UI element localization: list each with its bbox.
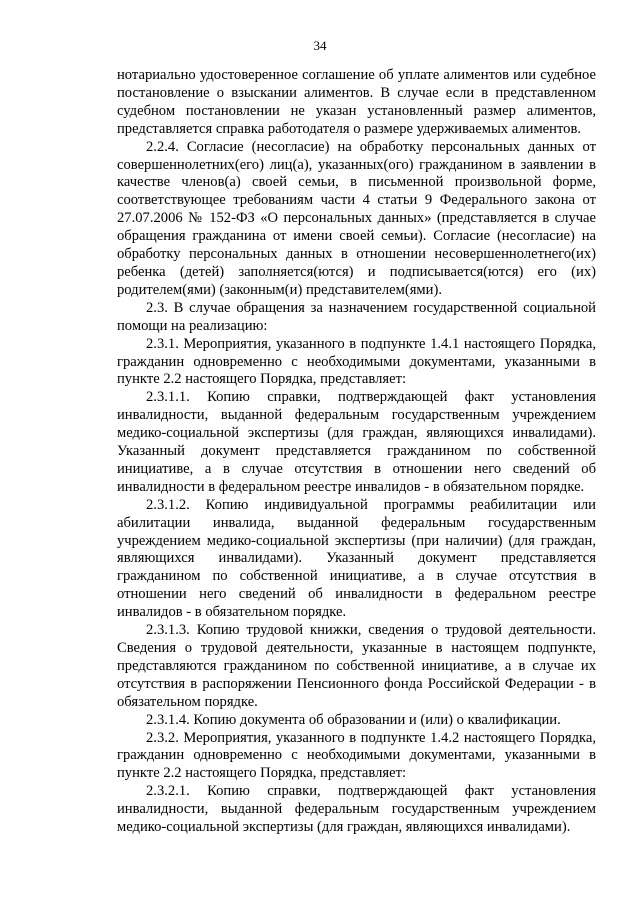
paragraph-2-3-1-1: 2.3.1.1. Копию справки, подтверждающей факт установления инвалидности, выданной федеральным государственным учреждением медико-социальной экспертизы (для граждан, являющихся инвалидами). Указанный документ представляется гражданином по собственной инициативе, а в случае отсутствия в отношении него сведений об инвалидности в федеральном реестре инвалидов - в обязательном порядке. bbox=[117, 389, 596, 495]
paragraph-2-3-1-2: 2.3.1.2. Копию индивидуальной программы реабилитации или абилитации инвалида, выданной федеральным государственным учреждением медико-социальной экспертизы (при наличии) (для граждан, являющихся инвалидами). Указанный документ представляется гражданином по собственной инициативе, а в случае отсутствия в отношении него сведений об инвалидности в федеральном реестре инвалидов - в обязательном порядке. bbox=[117, 496, 596, 621]
paragraph-2-3-1-3: 2.3.1.3. Копию трудовой книжки, сведения о трудовой деятельности. Сведения о трудовой деятельности, указанные в настоящем подпункте, представляются гражданином по собственной инициативе, а в случае их отсутствия в распоряжении Пенсионного фонда Российской Федерации - в обязательном порядке. bbox=[117, 622, 596, 710]
paragraph-2-3-2: 2.3.2. Мероприятия, указанного в подпункте 1.4.2 настоящего Порядка, гражданин одновременно с необходимыми документами, указанными в пункте 2.2 настоящего Порядка, представляет: bbox=[117, 729, 596, 782]
paragraph-2-3-1-4: 2.3.1.4. Копию документа об образовании и (или) о квалификации. bbox=[146, 711, 561, 728]
document-body bbox=[117, 67, 596, 837]
paragraph-2-3: 2.3. В случае обращения за назначением государственной социальной помощи на реализацию: bbox=[117, 299, 596, 334]
page-number: 34 bbox=[313, 38, 327, 53]
paragraph-alimony-continuation: нотариально удостоверенное соглашение об уплате алиментов или судебное постановление о взыскании алиментов. В случае если в представленном судебном постановлении не указан установленный размер алиментов, представляется справка работодателя о размере удерживаемых алиментов. bbox=[117, 67, 596, 137]
paragraph-2-3-2-1: 2.3.2.1. Копию справки, подтверждающей факт установления инвалидности, выданной федеральным государственным учреждением медико-социальной экспертизы (для граждан, являющихся инвалидами). bbox=[117, 783, 596, 836]
paragraph-2-3-1: 2.3.1. Мероприятия, указанного в подпункте 1.4.1 настоящего Порядка, гражданин одновременно с необходимыми документами, указанными в пункте 2.2 настоящего Порядка, представляет: bbox=[117, 335, 596, 388]
paragraph-2-2-4: 2.2.4. Согласие (несогласие) на обработку персональных данных от совершеннолетних(его) лиц(а), указанных(ого) гражданином в заявлении в качестве членов(а) своей семьи, в письменной произвольной форме, соответствующее требованиям части 4 статьи 9 Федерального закона от 27.07.2006 № 152-ФЗ «О персональных данных» (представляется в случае обращения гражданина от имени своей семьи). Согласие (несогласие) на обработку персональных данных в отношении несовершеннолетнего(их) ребенка (детей) заполняется(ются) и подписывается(ются) его (их) родителем(ями) (законным(и) представителем(ями). bbox=[117, 138, 596, 298]
